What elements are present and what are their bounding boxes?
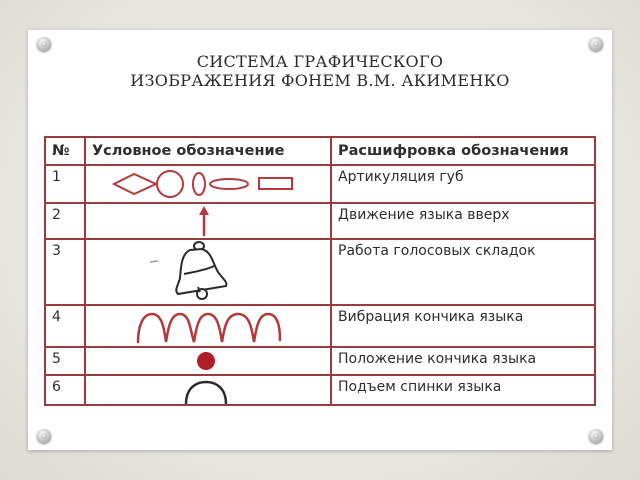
lips-shapes-icon bbox=[86, 166, 318, 202]
pin-top-left-icon bbox=[37, 37, 51, 51]
table-row bbox=[45, 375, 595, 405]
arrow-up-icon bbox=[86, 204, 318, 238]
header-meaning: Расшифровка обозначения bbox=[331, 137, 595, 165]
row-number: 2 bbox=[52, 207, 61, 223]
title-line-1: СИСТЕМА ГРАФИЧЕСКОГО bbox=[196, 52, 444, 71]
header-symbol: Условное обозначение bbox=[85, 137, 331, 165]
phoneme-table bbox=[44, 136, 596, 406]
row-meaning: Работа голосовых складок bbox=[338, 243, 536, 259]
row-meaning: Артикуляция губ bbox=[338, 169, 464, 185]
table-row bbox=[45, 305, 595, 347]
pin-top-right-icon bbox=[589, 37, 603, 51]
table-header-row bbox=[45, 137, 595, 165]
slide-title bbox=[28, 52, 612, 90]
row-meaning: Движение языка вверх bbox=[338, 207, 510, 223]
header-num: № bbox=[45, 137, 85, 165]
row-number: 5 bbox=[52, 351, 61, 367]
title-line-2: ИЗОБРАЖЕНИЯ ФОНЕМ В.М. АКИМЕНКО bbox=[130, 71, 510, 90]
row-meaning: Положение кончика языка bbox=[338, 351, 537, 367]
row-number: 6 bbox=[52, 379, 61, 395]
row-number: 1 bbox=[52, 169, 61, 185]
bell-icon bbox=[86, 240, 318, 304]
table-row bbox=[45, 203, 595, 239]
arc-icon bbox=[86, 376, 318, 404]
row-meaning: Вибрация кончика языка bbox=[338, 309, 524, 325]
pin-bottom-right-icon bbox=[589, 429, 603, 443]
row-number: 4 bbox=[52, 309, 61, 325]
row-meaning: Подъем спинки языка bbox=[338, 379, 502, 395]
row-number: 3 bbox=[52, 243, 61, 259]
wave-icon bbox=[86, 306, 318, 346]
table-row bbox=[45, 239, 595, 305]
table-row bbox=[45, 347, 595, 375]
table-row bbox=[45, 165, 595, 203]
pin-bottom-left-icon bbox=[37, 429, 51, 443]
dot-icon bbox=[86, 348, 318, 374]
